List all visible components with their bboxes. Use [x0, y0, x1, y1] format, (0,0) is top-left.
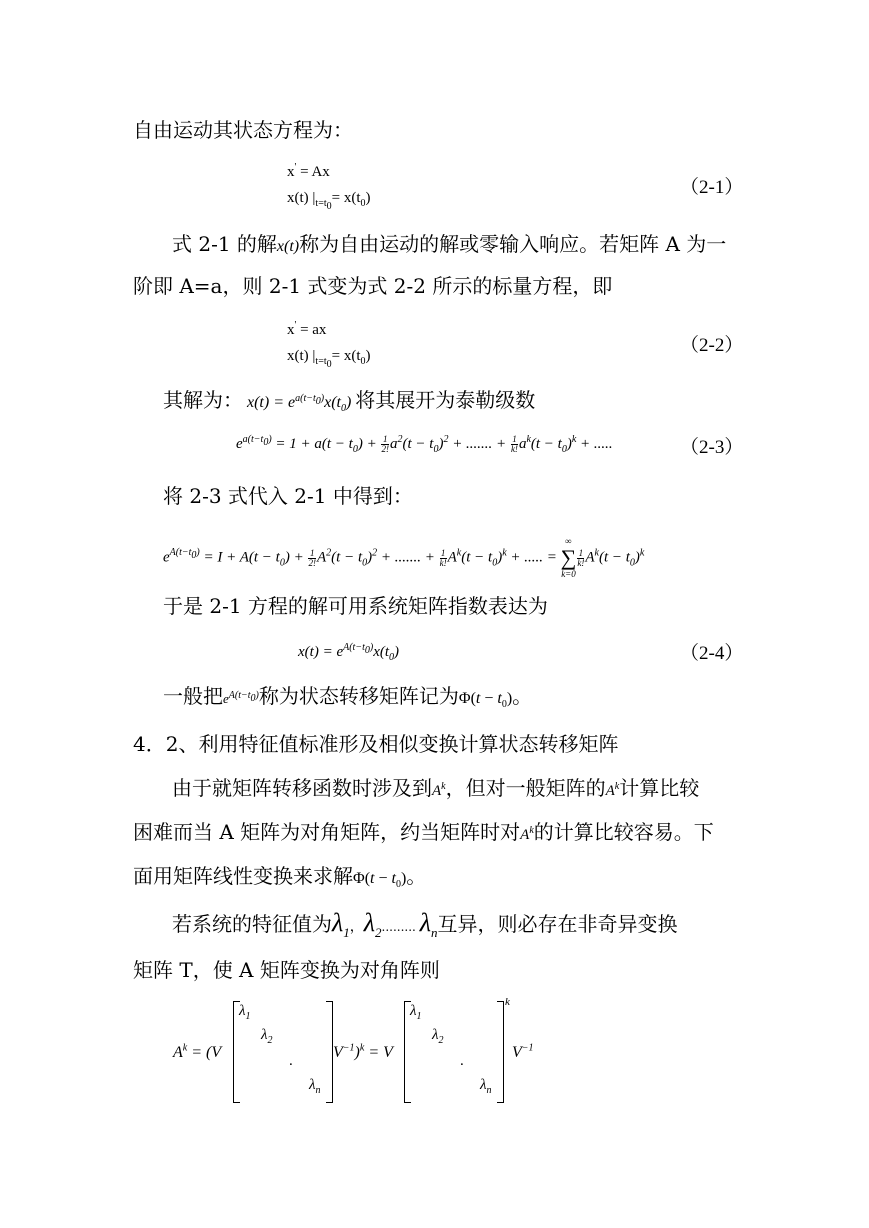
equation-number: （2-3） [680, 437, 744, 458]
text-segment: ，但对一般矩阵的 [445, 776, 606, 800]
equation-2-3: $e^{a(t-t_0)} = 1 + a(t - t_0)$ + $\frac{1}{2!}$ $a^2(t - t_0)^2$ + ....... + $\frac{1}{k!}$ $a^k(t - t_0)^k$ + ..... [236, 434, 613, 455]
text-line [172, 774, 699, 805]
text-segment: 。 [512, 684, 533, 708]
equation-number: （2-1） [680, 177, 744, 198]
math-solution: $x(t) = e^{a(t-t_0)}x(t_0)$ [243, 392, 356, 415]
text-segment: 互异，则必存在非奇异变换 [437, 912, 678, 936]
text-segment: 。 [406, 864, 427, 888]
text-line [172, 230, 726, 261]
text-segment: 计算比较 [619, 776, 700, 800]
equation-2-1-line2: x(t) $|_{t=t_0}= x(t_0)$ [287, 190, 371, 212]
math-phi: $\Phi(t - t_0)$ [353, 870, 407, 891]
text-line [172, 906, 677, 944]
equation-2-4: $x(t) = e^{A(t-t_0)}x(t_0)$ [298, 642, 400, 663]
math-lambda: $\lambda_n$ [419, 908, 438, 941]
text-segment: 称为自由运动的解或零输入响应。若矩阵 A 为一 [299, 232, 727, 256]
math-vinv: $V^{-1}$ [512, 1042, 534, 1061]
text-line: 于是 2-1 方程的解可用系统矩阵指数表达为 [163, 594, 548, 618]
math-xt: x(t) [276, 238, 300, 255]
text-segment: 面用矩阵线性变换来求解 [133, 864, 353, 888]
section-heading: 4．2、利用特征值标准形及相似变换计算状态转移矩阵 [133, 732, 619, 756]
math-vinv-k: $V^{-1})^k = V$ [333, 1042, 393, 1061]
math-dots: ......... [381, 920, 420, 934]
equation-number: （2-2） [680, 335, 744, 356]
math-ak: $A^k$ [432, 781, 446, 799]
text-segment: 若系统的特征值为 [172, 912, 332, 936]
text-line: 将 2-3 式代入 2-1 中得到： [163, 484, 413, 508]
text-line: 矩阵 T，使 A 矩阵变换为对角阵则 [133, 958, 440, 982]
text-segment: 其解为： [163, 388, 243, 412]
text-line: 阶即 A=a，则 2-1 式变为式 2-2 所示的标量方程，即 [133, 274, 613, 298]
text-segment: 称为状态转移矩阵记为 [258, 684, 459, 708]
math-phi: $\Phi(t - t_0)$ [458, 690, 513, 711]
text-segment: 困难而当 A 矩阵为对角矩阵，约当矩阵时对 [133, 820, 521, 844]
equation-2-1-line1: x' = Ax [287, 162, 330, 180]
text-line [133, 818, 714, 849]
text-segment: 由于就矩阵转移函数时涉及到 [172, 776, 432, 800]
text-line: 自由运动其状态方程为： [133, 118, 353, 142]
equation-matrix-exponential-series: $e^{A(t-t_0)} = I + A(t - t_0)$ + $\frac{1}{2!}$ $A^2(t - t_0)^2$ + ....... + $\frac{1}{k!}$ $A^k(t - t_0)^k$ + ..... = ∞ ∑ k=0 $\frac{1}{k!}$ $A^k(t - t_0)^k$ [163, 536, 645, 579]
math-lambda: $\lambda_1$ [332, 908, 350, 941]
equation-number: （2-4） [680, 643, 744, 664]
math-power-k: k [505, 996, 510, 1008]
equation-2-2-line2: x(t) $|_{t=t_0}= x(t_0)$ [287, 348, 371, 370]
math-exp: $e^{A(t-t_0)}$ [223, 689, 259, 706]
text-segment: 的计算比较容易。下 [533, 820, 714, 844]
math-ak: $A^k$ [520, 825, 534, 843]
math-lambda: $\lambda_2$ [363, 908, 382, 941]
text-line [163, 386, 535, 417]
equation-2-2-line1: x' = ax [287, 320, 327, 338]
text-segment: 式 2-1 的解 [172, 232, 277, 256]
text-segment: 一般把 [163, 684, 223, 708]
text-line [133, 862, 426, 893]
text-line [163, 682, 532, 713]
math-ak: $A^k$ [605, 781, 620, 799]
text-segment: 将其展开为泰勒级数 [355, 388, 536, 412]
diagonal-matrix-2: $\lambda_1$ $\lambda_2$ . $\lambda_n$ [403, 1000, 505, 1102]
diagonal-matrix-1: $\lambda_1$ $\lambda_2$ . $\lambda_n$ [232, 1000, 334, 1102]
math-separator: ， [349, 919, 364, 935]
math-ak-label: $A^k = (V$ [173, 1042, 222, 1061]
